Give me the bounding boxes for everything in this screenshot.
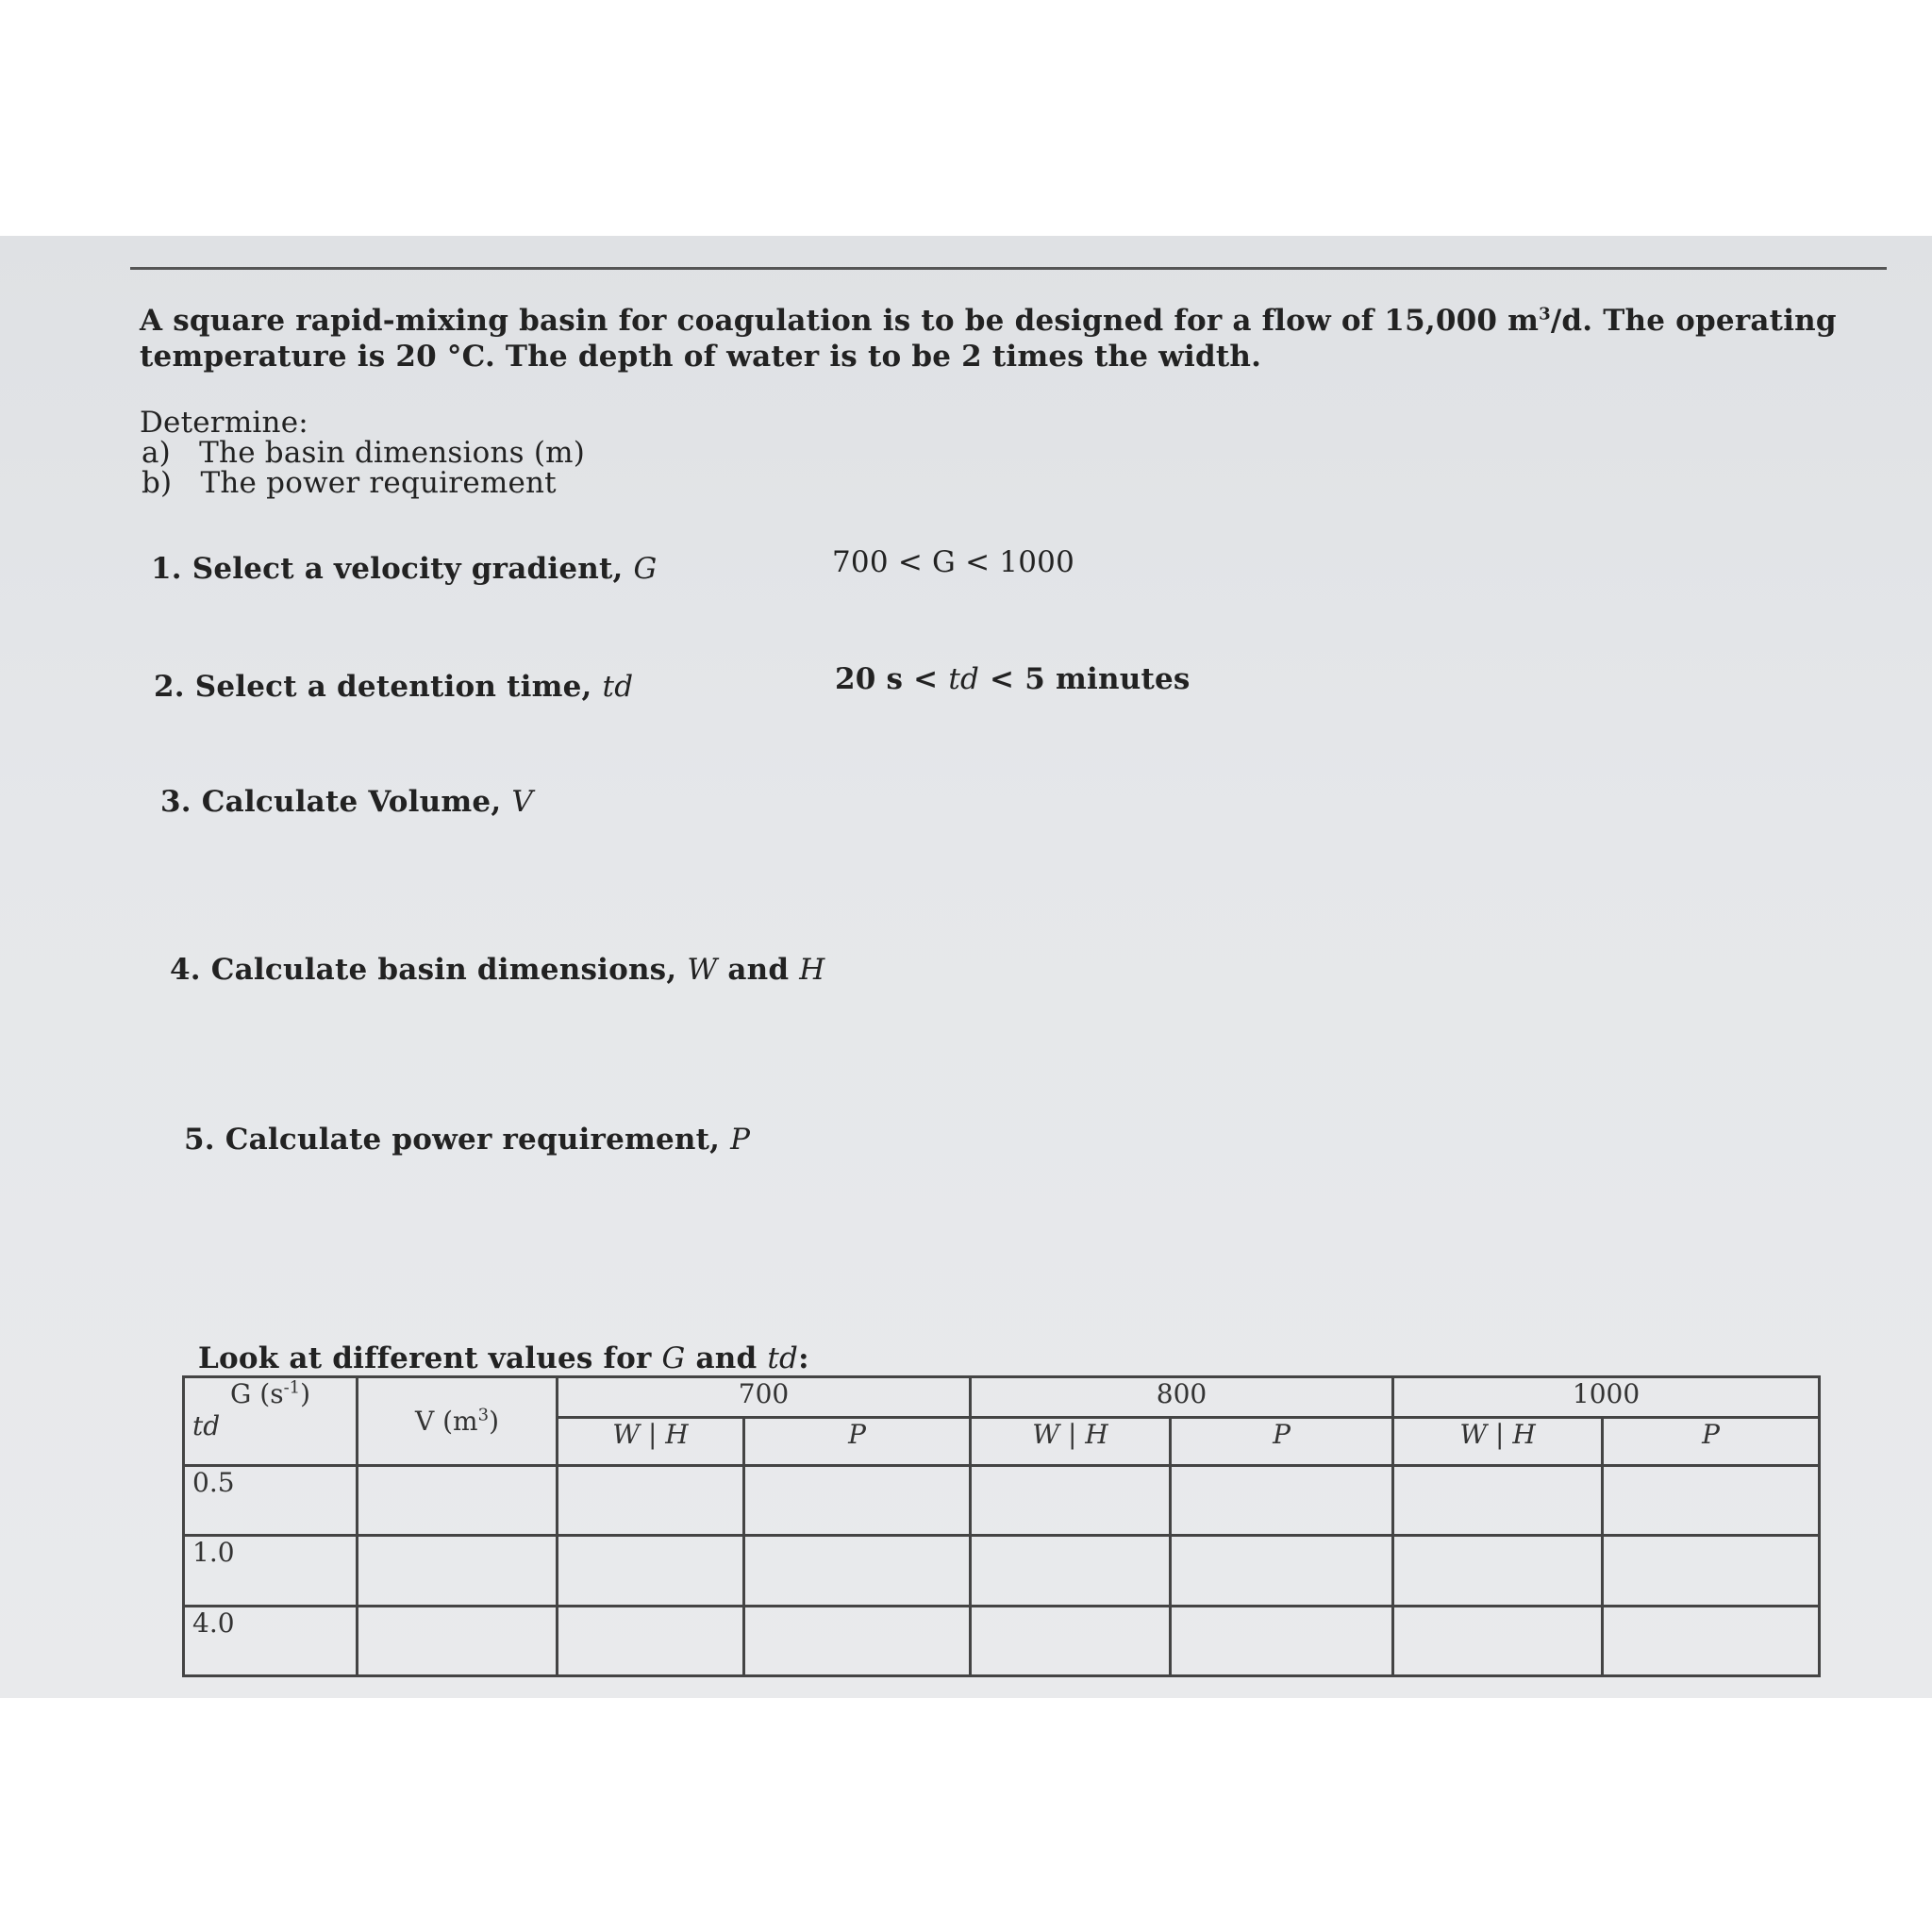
determine-heading: Determine: [140, 406, 308, 440]
step-5-label: 5. Calculate power requirement, P [184, 1123, 751, 1157]
td-header: td [192, 1410, 221, 1441]
g-td-header-cell [184, 1377, 358, 1466]
v-header-cell: V $(m^3)$ [358, 1377, 558, 1466]
td-value-cell: 1.0 [184, 1536, 358, 1606]
td-value-cell: 4.0 [184, 1606, 358, 1675]
p-1000-cell[interactable] [1603, 1465, 1820, 1535]
group-800-header: 800 [971, 1377, 1393, 1418]
wh-800-header: W | H [971, 1418, 1171, 1465]
group-header-row [184, 1377, 1820, 1418]
problem-line-1: A square rapid-mixing basin for coagulation is to be designed for a flow of 15,000 $m^3/d$. The operating [140, 304, 1837, 338]
p-800-cell[interactable] [1171, 1465, 1393, 1535]
table-row [184, 1536, 1820, 1606]
p-800-cell[interactable] [1171, 1606, 1393, 1675]
group-1000-header: 1000 [1393, 1377, 1820, 1418]
top-rule [130, 267, 1887, 270]
wh-800-cell[interactable] [971, 1465, 1171, 1535]
step-1-label: 1. Select a velocity gradient, G [151, 552, 658, 586]
p-800-cell[interactable] [1171, 1536, 1393, 1606]
p-1000-cell[interactable] [1603, 1606, 1820, 1675]
step-4-label: 4. Calculate basin dimensions, W and H [170, 953, 825, 987]
p-1000-cell[interactable] [1603, 1536, 1820, 1606]
v-cell[interactable] [358, 1536, 558, 1606]
wh-800-cell[interactable] [971, 1536, 1171, 1606]
v-cell[interactable] [358, 1606, 558, 1675]
wh-700-cell[interactable] [558, 1465, 744, 1535]
determine-item-b: b) The power requirement [142, 466, 557, 500]
table-row [184, 1465, 1820, 1535]
wh-700-header: W | H [558, 1418, 744, 1465]
wh-700-cell[interactable] [558, 1536, 744, 1606]
p-700-cell[interactable] [744, 1536, 971, 1606]
group-700-header: 700 [558, 1377, 971, 1418]
problem-line-2: temperature is 20 °C. The depth of water is to be 2 times the width. [140, 340, 1262, 374]
wh-1000-cell[interactable] [1393, 1606, 1603, 1675]
td-value-cell: 0.5 [184, 1465, 358, 1535]
determine-item-a: a) The basin dimensions (m) [142, 436, 586, 470]
v-cell[interactable] [358, 1465, 558, 1535]
p-700-cell[interactable] [744, 1465, 971, 1535]
g-header: G $(s^{-1})$ [230, 1377, 311, 1409]
values-table [182, 1375, 1821, 1677]
p-700-cell[interactable] [744, 1606, 971, 1675]
p-1000-header: P [1603, 1418, 1820, 1465]
worksheet-page [0, 236, 1932, 1698]
wh-1000-cell[interactable] [1393, 1536, 1603, 1606]
wh-1000-header: W | H [1393, 1418, 1603, 1465]
wh-700-cell[interactable] [558, 1606, 744, 1675]
table-row [184, 1606, 1820, 1675]
look-label: Look at different values for G and td: [198, 1341, 809, 1375]
p-700-header: P [744, 1418, 971, 1465]
wh-800-cell[interactable] [971, 1606, 1171, 1675]
p-800-header: P [1171, 1418, 1393, 1465]
wh-1000-cell[interactable] [1393, 1465, 1603, 1535]
step-1-range: 700 < G < 1000 [832, 545, 1074, 579]
step-2-range: 20 s < td < 5 minutes [835, 662, 1191, 696]
step-2-label: 2. Select a detention time, td [154, 670, 634, 704]
step-3-label: 3. Calculate Volume, V [160, 785, 533, 819]
